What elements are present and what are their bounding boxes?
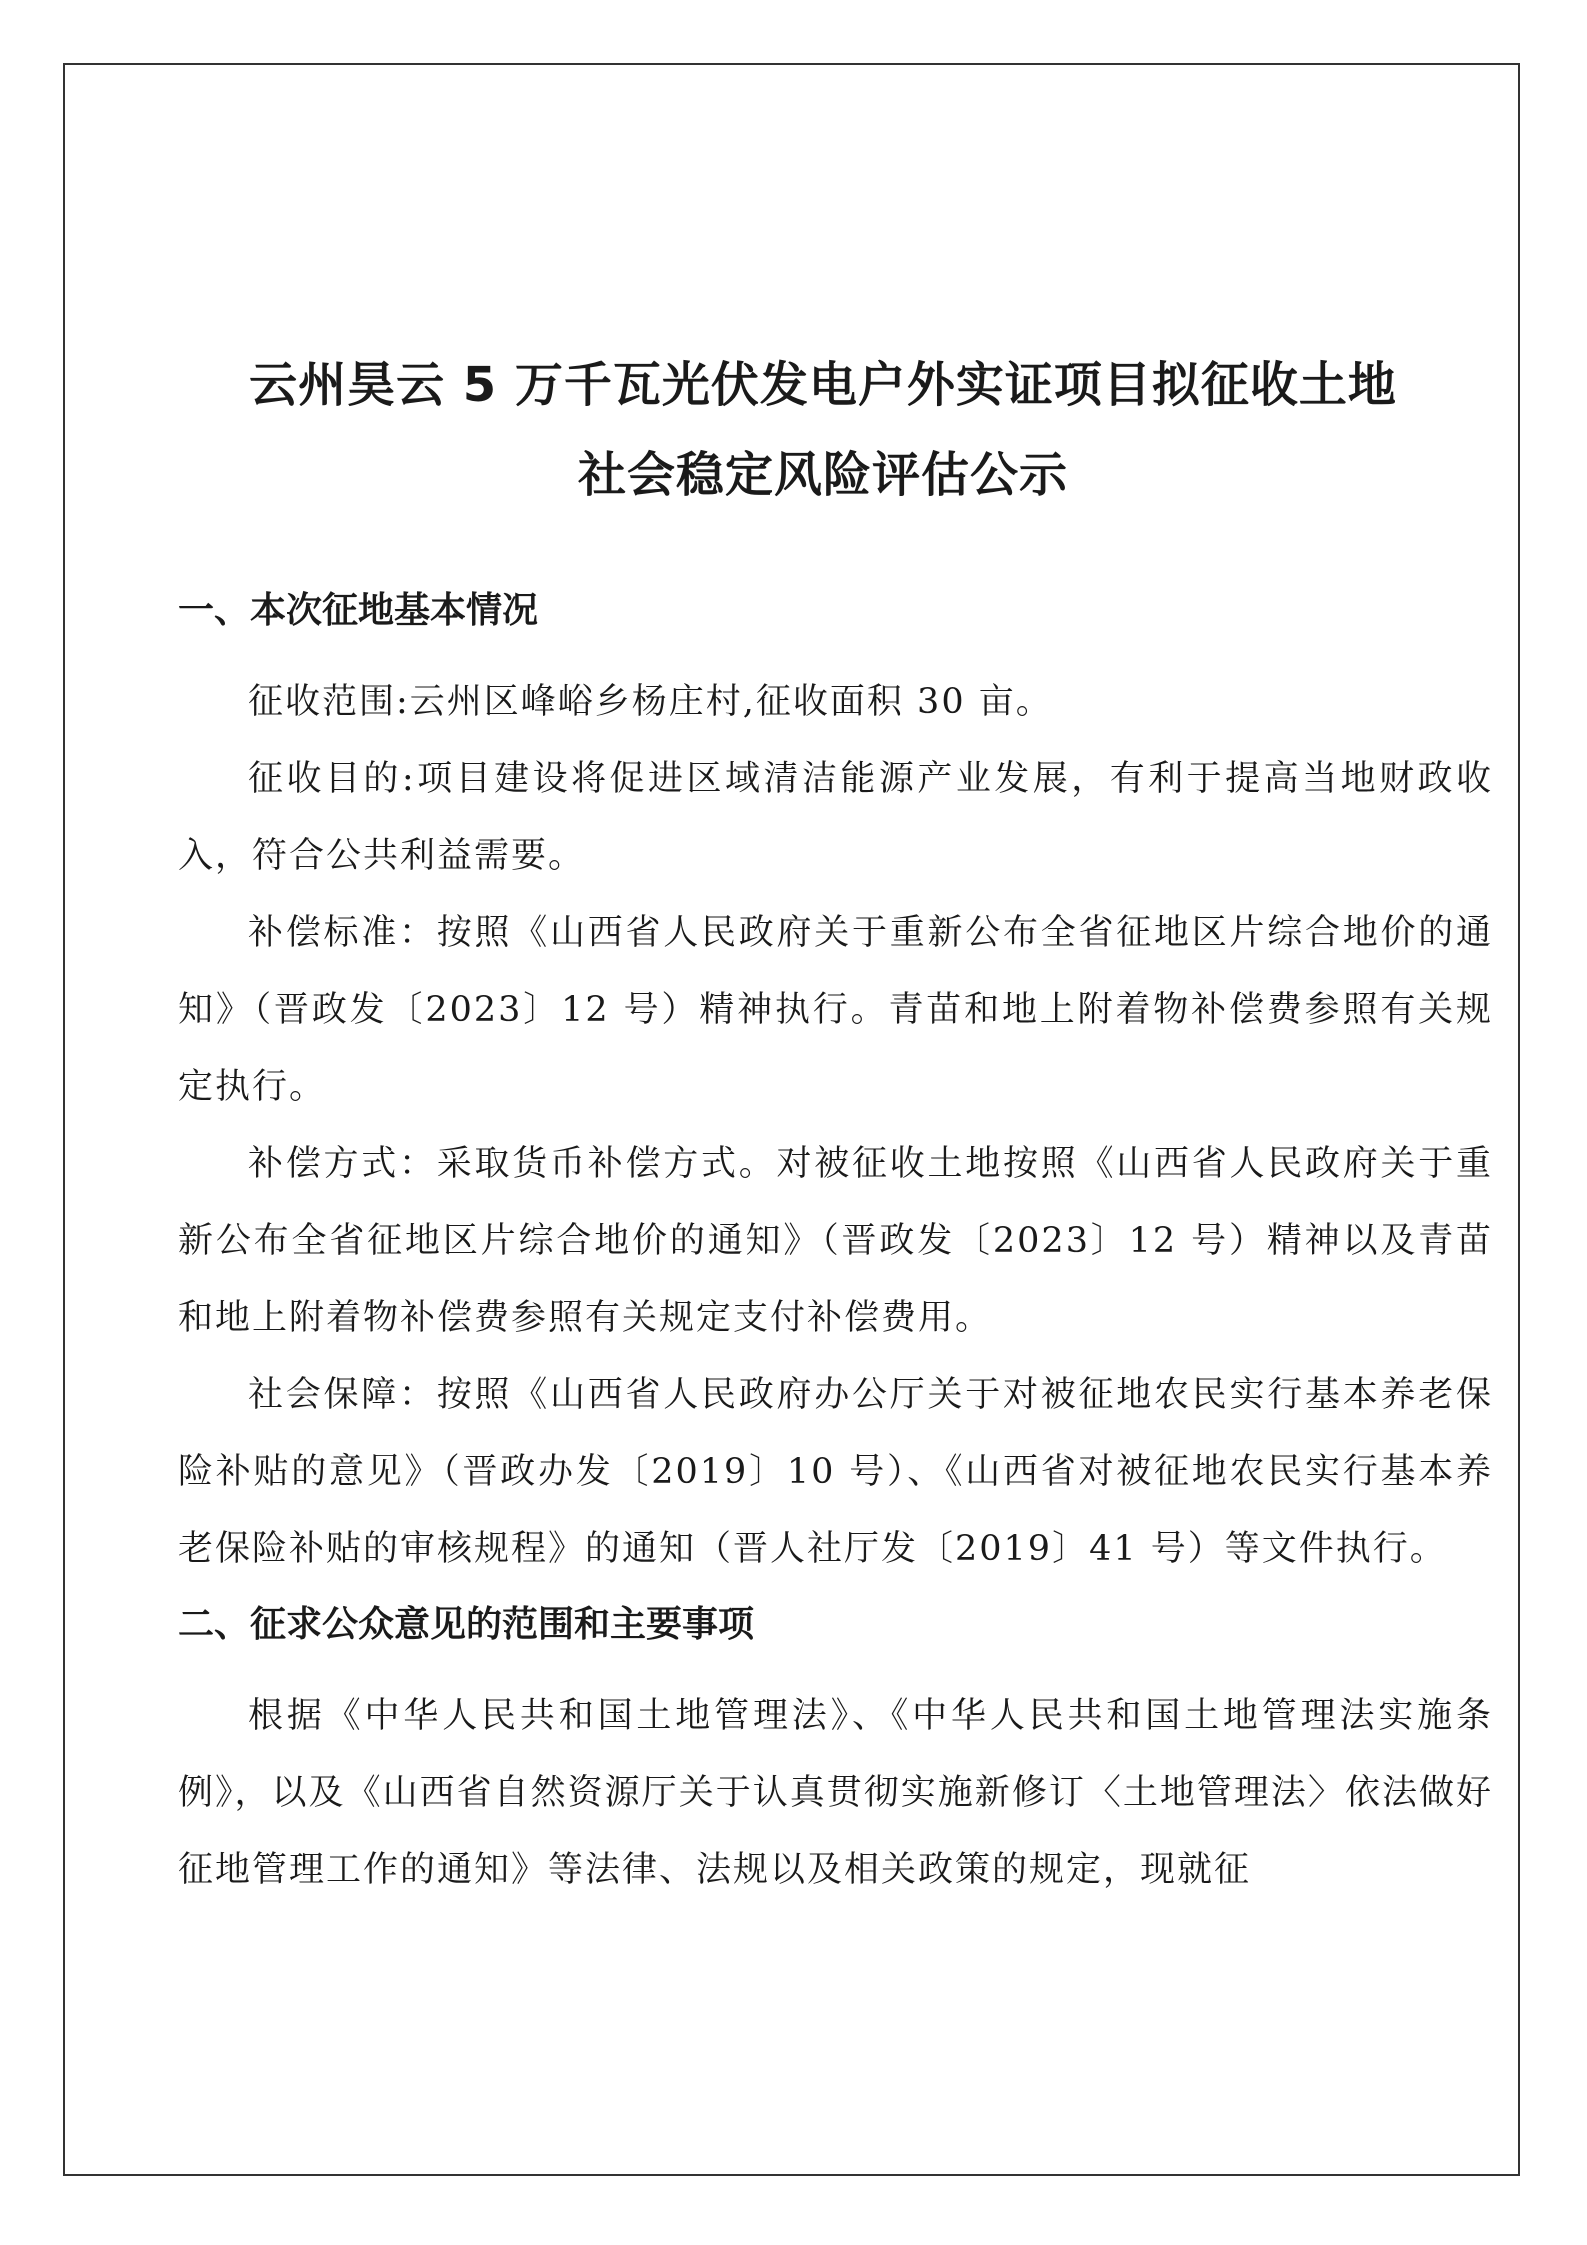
paragraph-legal-basis: 根据《中华人民共和国土地管理法》、《中华人民共和国土地管理法实施条例》，以及《山西省自然资源厅关于认真贯彻实施新修订〈土地管理法〉依法做好征地管理工作的通知》等法律、法规以及相关政策的规定，现就征 bbox=[178, 1696, 1493, 1890]
title-line-1: 云州昊云 5 万千瓦光伏发电户外实证项目拟征收土地 bbox=[249, 357, 1397, 413]
paragraph-compensation-method: 补偿方式：采取货币补偿方式。对被征收土地按照《山西省人民政府关于重新公布全省征地区片综合地价的通知》（晋政发〔2023〕12 号）精神以及青苗和地上附着物补偿费参照有关规定支付补偿费用。 bbox=[178, 1144, 1493, 1338]
document-title bbox=[188, 340, 1458, 520]
paragraph-purpose: 征收目的:项目建设将促进区域清洁能源产业发展，有利于提高当地财政收入，符合公共利益需要。 bbox=[178, 759, 1493, 876]
section-heading-public-opinion: 二、征求公众意见的范围和主要事项 bbox=[178, 1604, 755, 1645]
paragraph-social-security: 社会保障：按照《山西省人民政府办公厅关于对被征地农民实行基本养老保险补贴的意见》（晋政办发〔2019〕10 号）、《山西省对被征地农民实行基本养老保险补贴的审核规程》的通知（晋人社厅发〔2019〕41 号）等文件执行。 bbox=[178, 1375, 1493, 1569]
document-body bbox=[178, 340, 1493, 1909]
paragraph-compensation-standard: 补偿标准：按照《山西省人民政府关于重新公布全省征地区片综合地价的通知》（晋政发〔2023〕12 号）精神执行。青苗和地上附着物补偿费参照有关规定执行。 bbox=[178, 913, 1493, 1107]
section-heading-basic-info: 一、本次征地基本情况 bbox=[178, 590, 539, 631]
title-line-2: 社会稳定风险评估公示 bbox=[577, 447, 1068, 503]
paragraph-scope: 征收范围:云州区峰峪乡杨庄村,征收面积 30 亩。 bbox=[248, 682, 1053, 722]
